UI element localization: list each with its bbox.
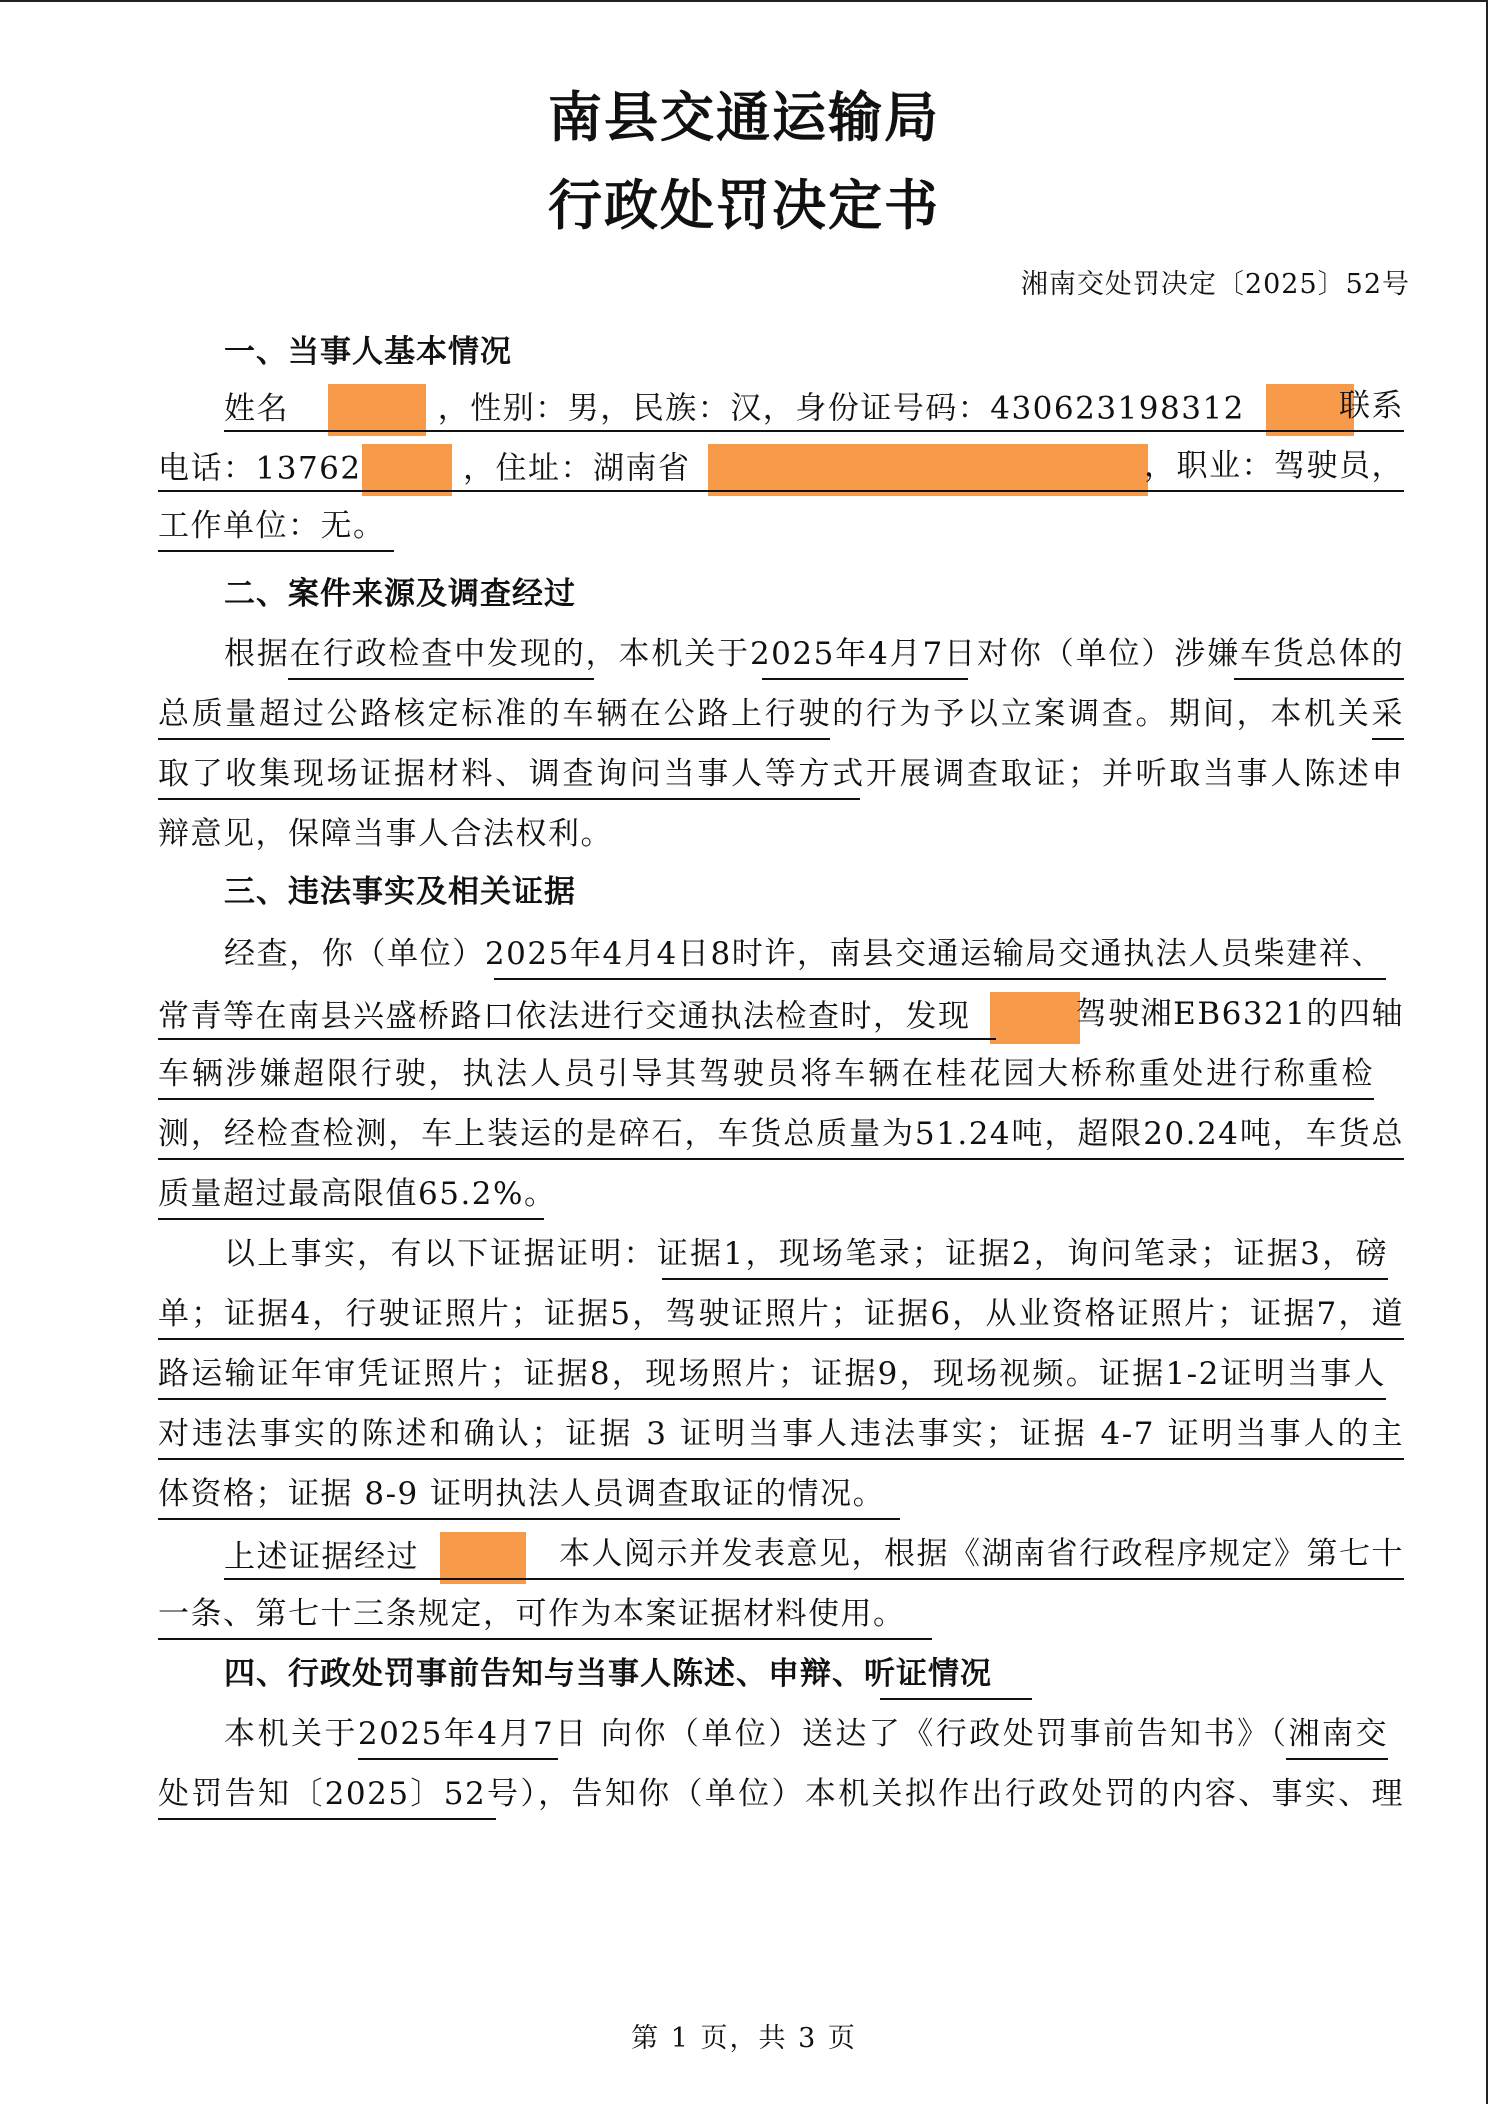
document-title-agency: 南县交通运输局	[548, 86, 940, 149]
underline	[158, 1398, 1386, 1400]
inspection-text: 常青等在南县兴盛桥路口依法进行交通执法检查时，发现	[158, 998, 971, 1035]
underline	[224, 430, 1404, 432]
section3-heading: 三、违法事实及相关证据	[224, 874, 576, 910]
section3-line3: 车辆涉嫌超限行驶，执法人员引导其驾驶员将车辆在桂花园大桥称重处进行称重检	[158, 1056, 1374, 1092]
underline	[158, 1518, 900, 1520]
section3-line1: 经查，你（单位）2025年4月4日8时许，南县交通运输局交通执法人员柴建祥、	[224, 936, 1384, 972]
underline	[158, 1638, 932, 1640]
underline	[358, 1758, 558, 1760]
section1-line1	[158, 384, 1404, 436]
underline	[158, 550, 394, 552]
underline	[158, 1038, 996, 1040]
underline	[1234, 678, 1404, 680]
section4-line2: 处罚告知〔2025〕52号），告知你（单位）本机关拟作出行政处罚的内容、事实、理	[158, 1776, 1404, 1812]
underline	[158, 490, 1404, 492]
section1-line2	[158, 444, 1404, 496]
section3-line5: 质量超过最高限值65.2%。	[158, 1176, 557, 1212]
underline	[1372, 738, 1404, 740]
underline	[224, 1578, 1404, 1580]
underline	[158, 798, 860, 800]
document-number: 湘南交处罚决定〔2025〕52号	[1020, 269, 1410, 300]
evidence-line3: 路运输证年审凭证照片；证据8，现场照片；证据9，现场视频。证据1-2证明当事人	[158, 1356, 1386, 1392]
underline	[158, 1338, 1404, 1340]
section1-heading: 一、当事人基本情况	[224, 334, 512, 370]
redaction-party	[440, 1532, 526, 1584]
page-top-border	[0, 0, 1488, 2]
redaction-name	[328, 384, 426, 436]
redaction-address	[708, 444, 1148, 496]
evidence-review-line2: 一条、第七十三条规定，可作为本案证据材料使用。	[158, 1596, 906, 1632]
underline	[158, 738, 830, 740]
underline	[158, 1218, 544, 1220]
evidence-line1: 以上事实，有以下证据证明：证据1，现场笔录；证据2，询问笔录；证据3，磅	[224, 1236, 1388, 1272]
underline	[158, 1158, 1404, 1160]
evidence-line2: 单；证据4，行驶证照片；证据5，驾驶证照片；证据6，从业资格证照片；证据7，道	[158, 1296, 1404, 1332]
underline	[662, 1278, 1388, 1280]
section1-line3: 工作单位：无。	[158, 508, 386, 544]
underline	[880, 1698, 1032, 1700]
underline	[1286, 1758, 1388, 1760]
section2-line4: 辩意见，保障当事人合法权利。	[158, 816, 613, 852]
name-label: 姓名	[224, 390, 289, 427]
section2-line1: 根据在行政检查中发现的，本机关于2025年4月7日对你（单位）涉嫌车货总体的	[224, 636, 1404, 672]
evidence-review-line1	[158, 1532, 1404, 1584]
evidence-line5: 体资格；证据 8-9 证明执法人员调查取证的情况。	[158, 1476, 886, 1512]
underline	[494, 978, 1386, 980]
review-law-text: 本人阅示并发表意见，根据《湖南省行政程序规定》第七十	[559, 1536, 1404, 1572]
section4-line1: 本机关于2025年4月7日 向你（单位）送达了《行政处罚事前告知书》（湘南交	[224, 1716, 1388, 1752]
gender-ethnicity-id: ，性别：男，民族：汉，身份证号码：430623198312	[437, 390, 1245, 427]
section2-line2: 总质量超过公路核定标准的车辆在公路上行驶的行为予以立案调查。期间，本机关采	[158, 696, 1404, 732]
section3-line2	[158, 992, 1404, 1044]
underline	[762, 678, 968, 680]
section2-line3: 取了收集现场证据材料、调查询问当事人等方式开展调查取证；并听取当事人陈述申	[158, 756, 1404, 792]
phone-label: 电话：13762	[158, 450, 362, 487]
underline	[158, 1098, 1374, 1100]
underline	[158, 1818, 496, 1820]
redaction-driver	[990, 992, 1080, 1044]
document-title-type: 行政处罚决定书	[548, 174, 940, 237]
section3-line4: 测，经检查检测，车上装运的是碎石，车货总质量为51.24吨，超限20.24吨，车货总	[158, 1116, 1404, 1152]
review-text: 上述证据经过	[224, 1538, 419, 1575]
underline	[158, 1458, 1404, 1460]
occupation: ，职业：驾驶员，	[1144, 448, 1404, 484]
section4-heading: 四、行政处罚事前告知与当事人陈述、申辩、听证情况	[224, 1656, 992, 1692]
evidence-line4: 对违法事实的陈述和确认；证据 3 证明当事人违法事实；证据 4-7 证明当事人的主	[158, 1416, 1404, 1452]
underline	[288, 678, 594, 680]
redaction-phone	[362, 444, 452, 496]
contact-label: 联系	[1339, 388, 1404, 424]
vehicle-text: 驾驶湘EB6321的四轴	[1075, 996, 1404, 1032]
address-label: ，住址：湖南省	[462, 450, 691, 487]
page-footer: 第 1 页，共 3 页	[631, 2023, 857, 2054]
section2-heading: 二、案件来源及调查经过	[224, 576, 576, 612]
